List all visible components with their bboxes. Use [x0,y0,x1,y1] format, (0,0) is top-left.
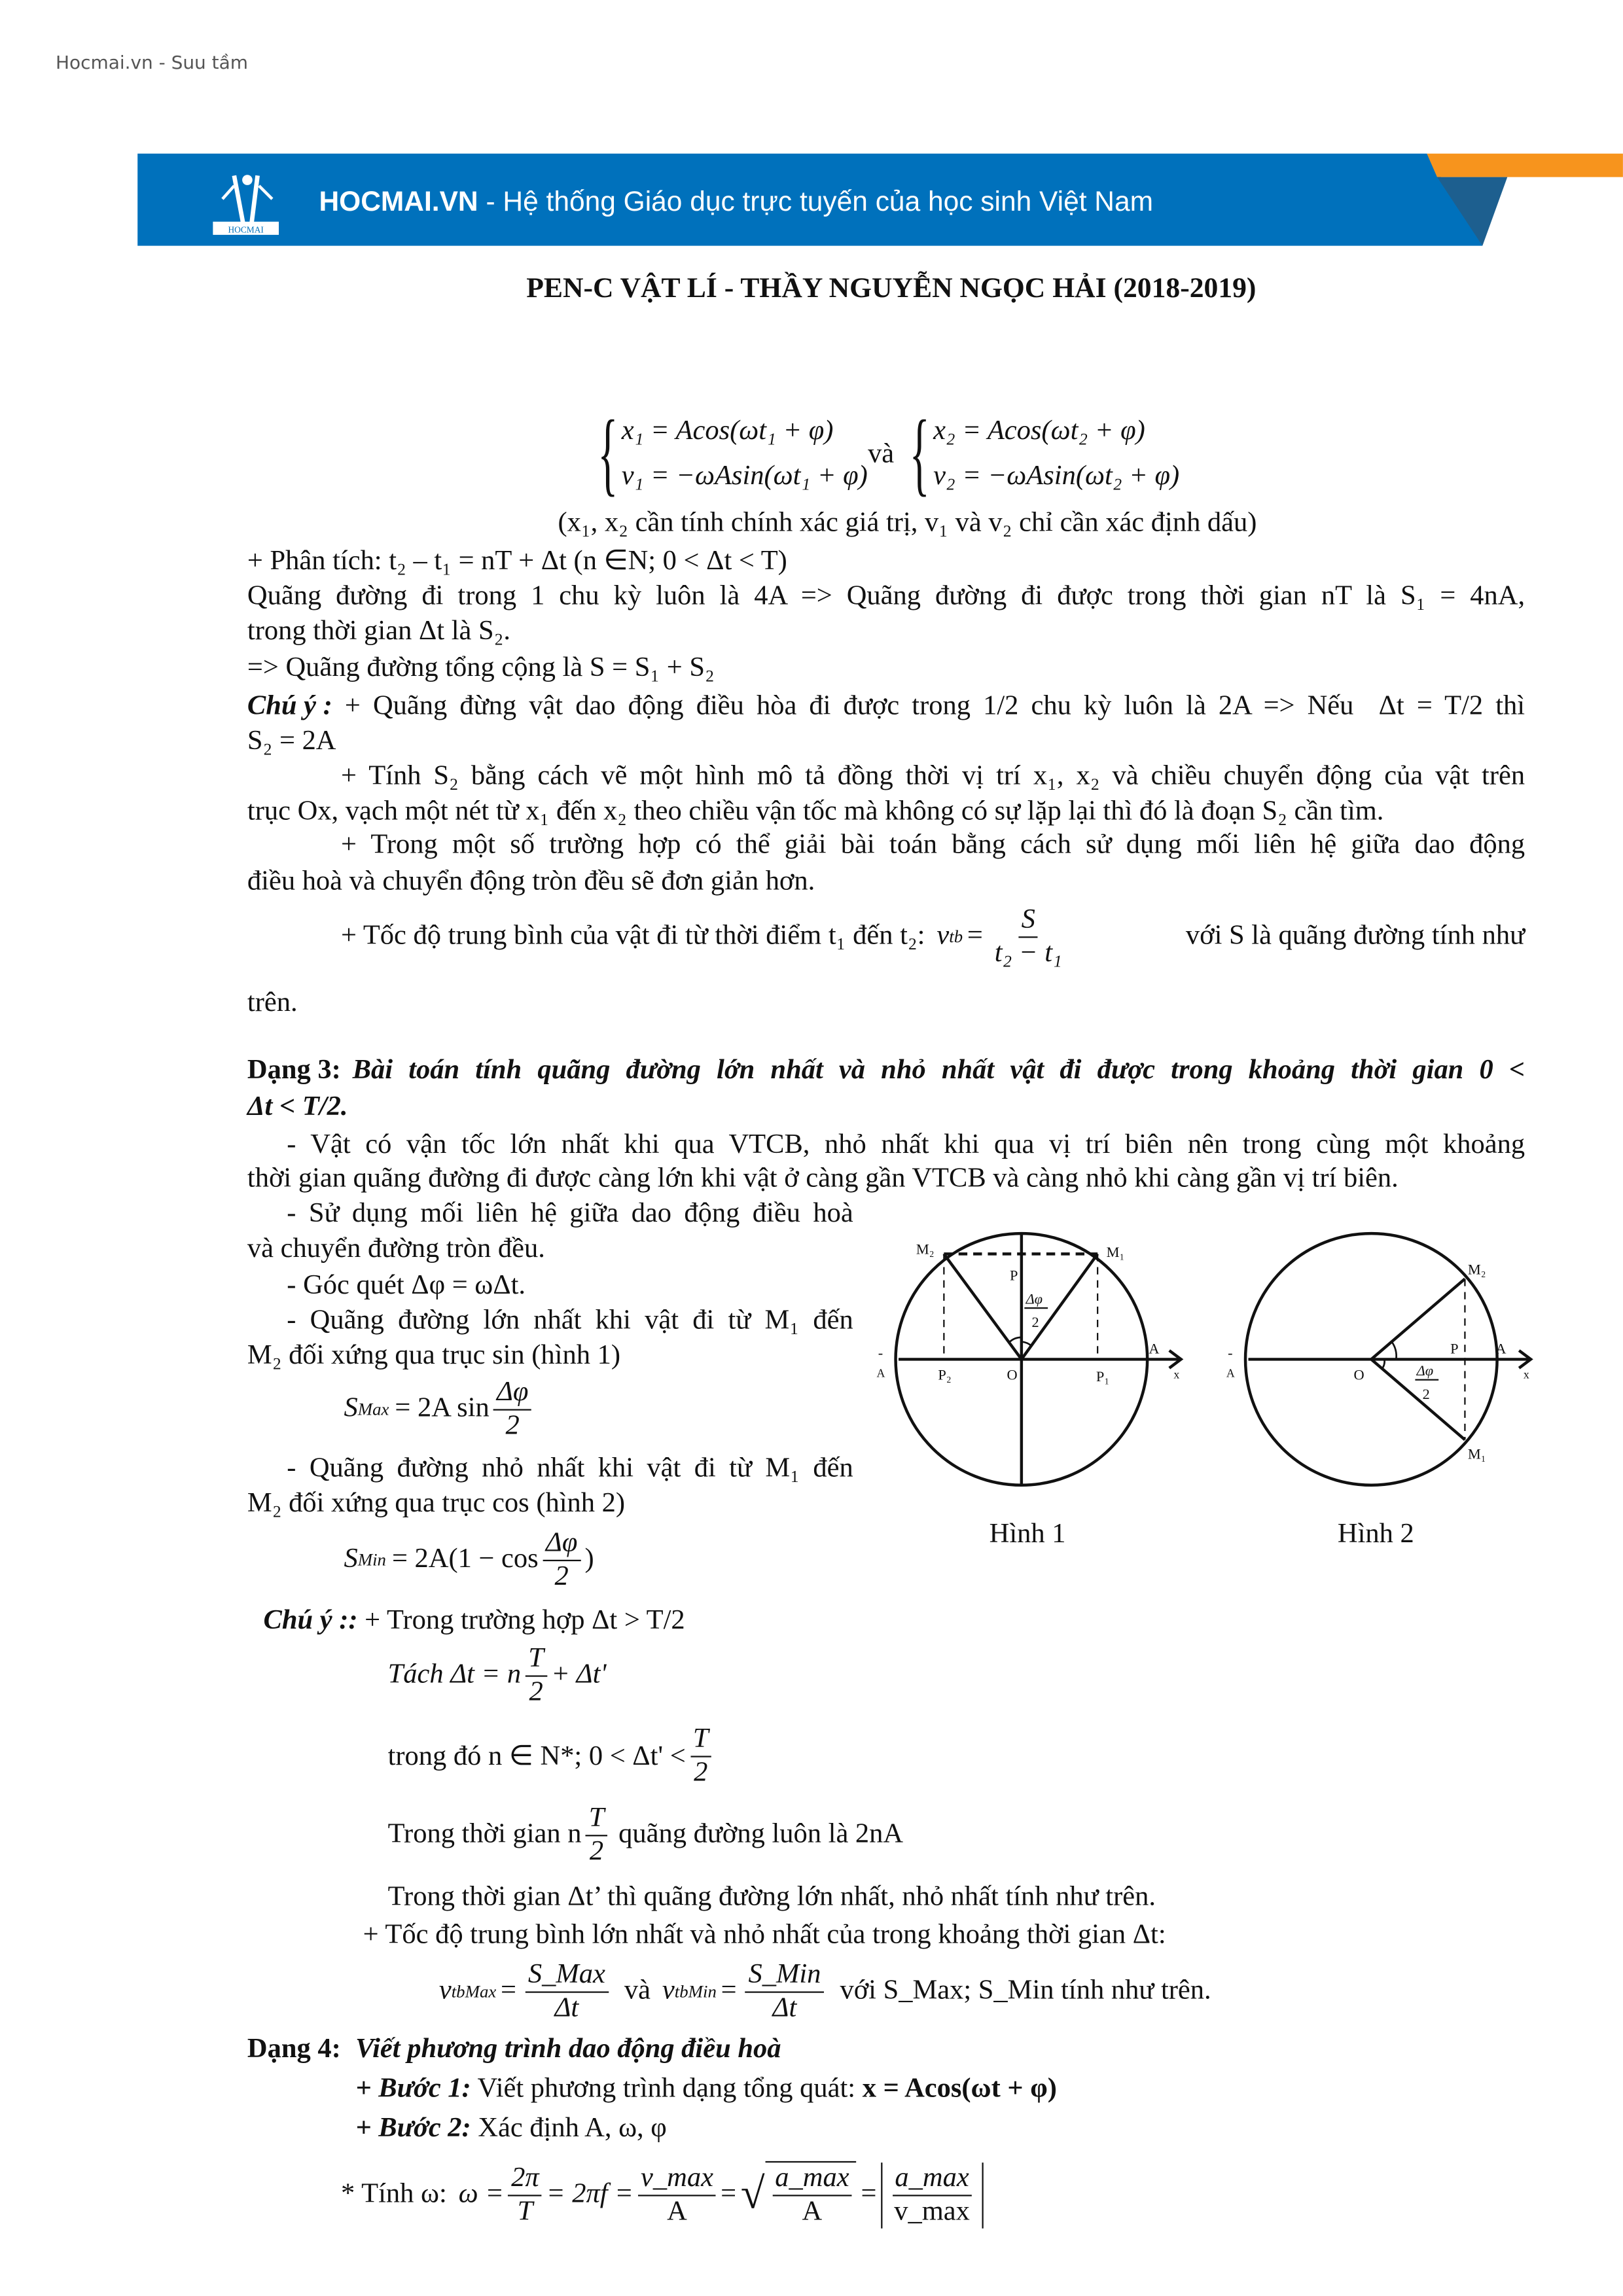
banner-text [319,187,1153,219]
text-line: trục Ox, vạch một nét từ x₁ đến x₂ theo chiều vận tốc mà không có sự lặp lại thì đó là đoạn S₂ cần tìm. [247,796,1384,827]
fraction [690,1723,711,1789]
eq-x2: x₂ = Acos(ωt₂ + φ) [933,415,1145,447]
text: = 2A(1 − cos [391,1544,539,1575]
text-line: => Quãng đường tổng cộng là S = S₁ + S₂ [247,652,715,684]
eq-v2: v₂ = −ωAsin(ωt₂ + φ) [933,461,1180,492]
fraction [508,2162,543,2228]
text: + Tốc độ trung bình của vật đi từ thời điểm t₁ đến t₂: [341,920,925,951]
text-line: M₂ đối xứng qua trục cos (hình 2) [247,1488,626,1519]
fraction [991,904,1065,970]
section-heading-dang-4 [247,2032,1525,2068]
figure-2 [1245,1233,1531,1485]
label-a: A [1495,1340,1507,1357]
fraction [493,1376,531,1442]
label-x: x [1173,1368,1180,1381]
text: Max [357,1398,389,1419]
avg-speed-formula [341,896,1525,978]
text: + Trong trường hợp Δt > T/2 [357,1605,685,1636]
text: T [586,1802,607,1835]
text: Δt [772,1992,797,2023]
text: A [802,2196,823,2227]
text: x = Acos(ωt + φ) [862,2073,1057,2104]
eq-v1: v₁ = −ωAsin(ωt₁ + φ) [621,461,868,492]
text: = [861,2178,877,2210]
text: 2π [508,2162,543,2195]
text: = 2A sin [395,1392,490,1424]
text: Dạng 4: [247,2034,341,2065]
label-m1: M₁ [1467,1445,1486,1462]
text: + Quãng đừng vật dao động điều hòa đi được trong 1/2 chu kỳ luôn là 2A => Nếu Δt = T/2 thì [332,690,1525,722]
omega-formula [341,2154,983,2236]
text: * Tính ω: [341,2178,447,2210]
and-label: và [868,438,895,470]
fraction [745,1958,824,2024]
text-line [355,2072,1623,2107]
avg-max-min-formula: v tbMax = $\frac{\text{S\_Max}}{\Delta t}$ và v tbMin = $\frac{\text{S\_Min}}{\Delta t}$ với S_Max; S_Min tính như trên. [439,1951,1211,2032]
text: = [967,920,983,951]
text-line: + Phân tích: t₂ – t₁ = nT + Δt (n ∈N; 0 < Δt < T) [247,546,787,577]
text: S_Min [745,1958,824,1992]
text-line: - Vật có vận tốc lớn nhất khi qua VTCB, nhỏ nhất khi qua vị trí biên nên trong cùng một khoảng [287,1129,1525,1161]
text: S_Max [525,1958,608,1992]
text: A [667,2195,687,2227]
text: T [690,1723,711,1756]
text: + Bước 2: [355,2113,471,2144]
text: Trong thời gian n [387,1818,582,1850]
banner-tagline: - Hệ thống Giáo dục trực tuyến của học sinh Việt Nam [478,187,1154,219]
split-formula [388,1634,607,1716]
text: quãng đường luôn là 2nA [611,1818,904,1850]
text: ω = [458,2178,504,2210]
text: Chú ý : [247,690,332,722]
text: Δφ [1416,1362,1434,1379]
fraction [526,1642,547,1708]
figure-1-caption: Hình 1 [989,1519,1066,1550]
equation-system-2: { x₂ = Acos(ωt₂ + φ) v₂ = −ωAsin(ωt₂ + φ) [909,400,1180,505]
eq-x1: x₁ = Acos(ωt₁ + φ) [621,415,834,447]
fraction [525,1958,608,2024]
text: Dạng 3: [247,1055,341,1086]
text: S [344,1392,358,1424]
text-line: trong thời gian Δt là S₂. [247,616,511,647]
square-root: √ $\frac{a\_\max}{A}$ [741,2161,857,2229]
text-line: - Quãng đường nhỏ nhất khi vật đi từ M₁ đến [287,1453,853,1484]
circle-diagrams [863,1222,1551,1558]
text-line: + Trong một số trường hợp có thể giải bài toán bằng cách sử dụng mối liên hệ giữa dao động [341,829,1525,860]
text: Viết phương trình dao động điều hoà [355,2034,781,2065]
text: trong đó n ∈ N*; 0 < Δt' < [387,1740,686,1771]
text-line: trên. [247,987,298,1019]
section-heading-dang-3 [247,1053,1525,1089]
text: v [438,1975,452,2006]
figure-2-caption: Hình 2 [1337,1519,1414,1550]
text: Δφ [1026,1290,1043,1307]
text: v_max [894,2195,970,2227]
text-line: Trong thời gian Δt’ thì quãng đường lớn nhất, nhỏ nhất tính như trên. [387,1881,1156,1913]
text: Δt [554,1992,579,2023]
text: v [662,1975,675,2006]
text-line: Δt < T/2. [247,1091,348,1123]
text-line [355,2111,1623,2147]
text: - [1228,1345,1233,1362]
text: S [344,1544,358,1575]
text: + Δt' [551,1659,607,1690]
text: Viết phương trình dạng tổng quát: [471,2073,863,2104]
fraction [543,1527,580,1593]
text: Δφ [493,1376,531,1409]
text: tb [949,925,963,946]
text: 2 [589,1835,604,1867]
text-line: điều hoà và chuyển động tròn đều sẽ đơn giản hơn. [247,866,815,897]
logo-text: HOCMAI [228,224,264,235]
smin-formula [344,1519,594,1600]
text: ) [584,1544,594,1575]
text: 2 [694,1756,708,1788]
label-o: O [1007,1366,1018,1383]
label-p: P [1450,1340,1459,1357]
label-m2: M₂ [916,1241,935,1258]
text: = 2πf = [546,2178,633,2210]
text: với S_Max; S_Min tính như trên. [840,1975,1211,2006]
brand-name: HOCMAI.VN [319,187,478,219]
text-line: M₂ đối xứng qua trục sin (hình 1) [247,1340,621,1371]
text: + Bước 1: [355,2073,471,2104]
text: t₂ − t₁ [994,937,1062,968]
text-line [247,689,1525,724]
text: 2 [1422,1385,1430,1402]
text: S [1018,904,1038,937]
text: v_max [638,2162,717,2195]
fraction [638,2162,717,2228]
text: v [936,920,950,951]
text: 2 [505,1409,520,1441]
text: T [526,1642,547,1676]
label-p1: P₁ [1096,1368,1110,1385]
source-note: Hocmai.vn - Suu tầm [55,51,249,73]
text-line [264,1604,1541,1639]
equation-system-1: { x₁ = Acos(ωt₁ + φ) v₁ = −ωAsin(ωt₁ + φ) [597,400,868,505]
text: 2 [529,1676,543,1707]
text-line: + Tốc độ trung bình lớn nhất và nhỏ nhất của trong khoảng thời gian Δt: [363,1919,1166,1951]
text: = [721,2178,737,2210]
text: a_max [772,2163,852,2196]
absolute-value [881,2162,983,2228]
text-line: Quãng đường đi trong 1 chu kỳ luôn là 4A => Quãng đường đi được trong thời gian nT là S₁ = 4nA, [247,580,1525,612]
text: Tách Δt = n [387,1659,522,1690]
label-a: A [1149,1340,1160,1357]
text: và [624,1975,651,2006]
label-neg-a: A [876,1366,885,1380]
label-m2: M₂ [1467,1261,1486,1278]
text-line: - Quãng đường lớn nhất khi vật đi từ M₁ đến [287,1305,853,1336]
label-neg-a: A [1226,1366,1235,1380]
label-m1: M₁ [1106,1243,1125,1260]
label-x: x [1523,1368,1529,1381]
label-p2: P₂ [938,1366,952,1383]
text-line: + Tính S₂ bằng cách vẽ một hình mô tả đồng thời vị trí x₁, x₂ và chiều chuyển động của vật trên [341,760,1525,792]
text: T [517,2195,533,2227]
text: tbMax [451,1980,497,2002]
label-o: O [1353,1366,1364,1383]
where-formula [388,1715,716,1797]
label-p: P [1009,1267,1018,1284]
text: 2 [554,1560,569,1591]
text: Δφ [543,1527,580,1560]
smax-formula [344,1368,536,1450]
page-title: PEN-C VẬT LÍ - THẦY NGUYỄN NGỌC HẢI (2018-2019) [526,274,1257,305]
text: Bài toán tính quãng đường lớn nhất và nhỏ nhất vật đi được trong khoảng thời gian 0 < [352,1055,1525,1086]
text: Xác định A, ω, φ [471,2113,667,2144]
system-note: (x₁, x₂ cần tính chính xác giá trị, v₁ và v₂ chỉ cần xác định dấu) [558,507,1257,539]
text: tbMin [674,1980,717,2002]
text-line: - Góc quét Δφ = ωΔt. [287,1270,526,1301]
text: Chú ý :: [263,1605,358,1636]
text-line: và chuyển đường tròn đều. [247,1233,545,1265]
text: với S là quãng đường tính như [1185,920,1525,951]
figure-1 [896,1233,1181,1485]
time-formula [388,1794,904,1876]
text: a_max [892,2162,972,2195]
text-line: - Sử dụng mối liên hệ giữa dao động điều hoà [287,1198,853,1229]
text: - [878,1345,883,1362]
text-line: S₂ = 2A [247,726,336,757]
fraction [586,1802,607,1868]
text: 2 [1031,1314,1039,1331]
text: Min [357,1549,387,1570]
text-line: thời gian quãng đường đi được càng lớn khi vật ở càng gần VTCB và càng nhỏ khi càng gần vị trí biên. [247,1163,1399,1194]
